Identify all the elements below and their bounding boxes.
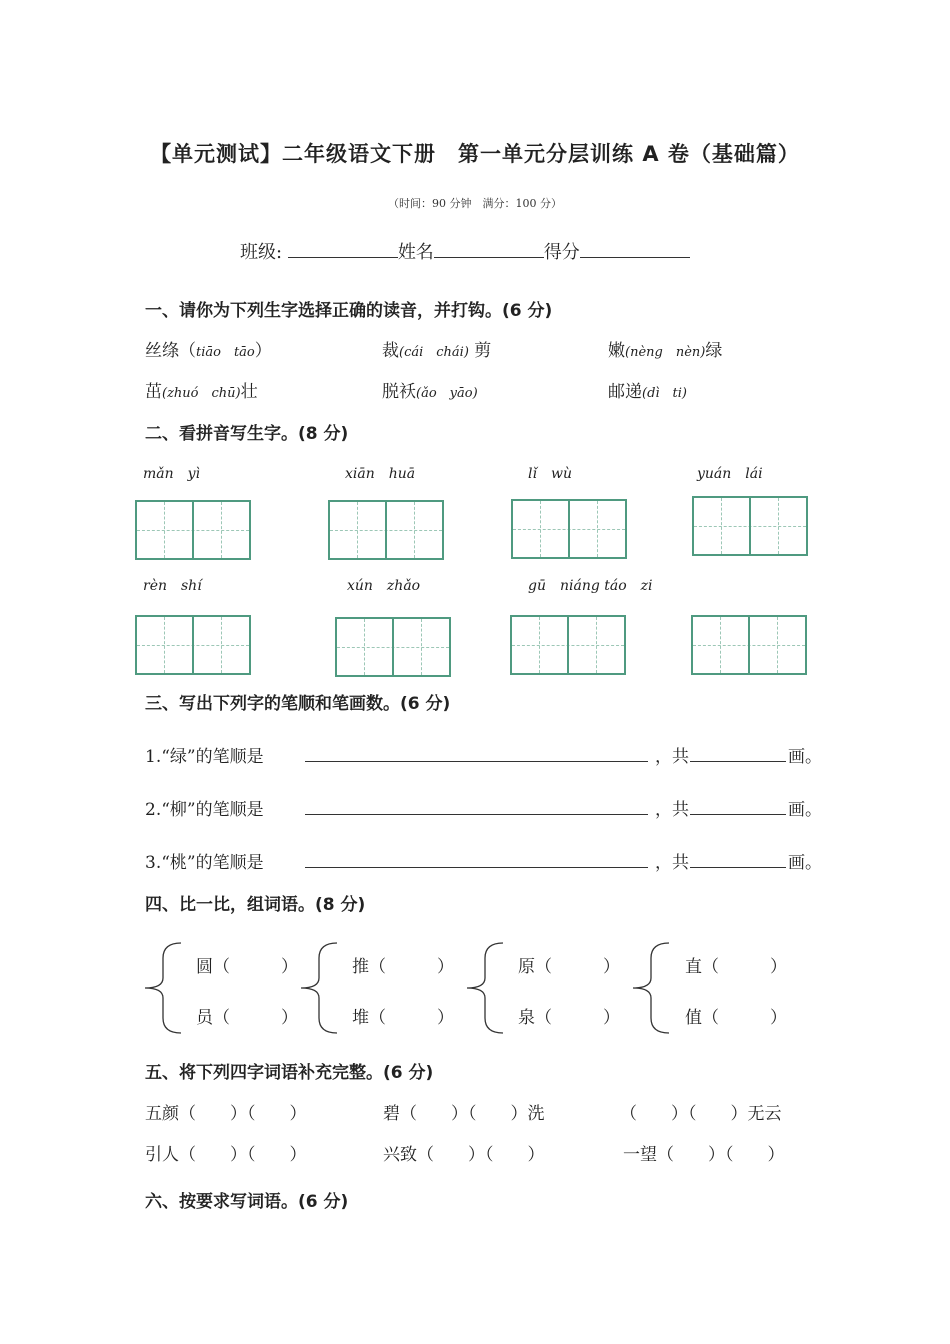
stroke-order-prompt: 2.“柳”的笔顺是	[145, 800, 264, 820]
stroke-unit: 画。	[788, 747, 822, 767]
compare-word: 圆（ ）	[196, 957, 298, 977]
idiom-item: 兴致（ ）（ ）	[383, 1145, 545, 1165]
section-3-heading: 三、写出下列字的笔顺和笔画数。(6 分)	[145, 694, 451, 714]
compare-word: 原（ ）	[518, 957, 620, 977]
section-2-heading: 二、看拼音写生字。(8 分)	[145, 424, 349, 444]
s1-item: 脱袄(ǎo yāo)	[382, 382, 478, 402]
name-blank[interactable]	[434, 243, 544, 258]
s1-item: 丝绦（tiāo tāo）	[145, 341, 272, 361]
idiom-item: 引人（ ）（ ）	[145, 1145, 307, 1165]
brace-icon	[465, 940, 505, 1036]
compare-word: 直（ ）	[685, 957, 787, 977]
writing-grid[interactable]	[135, 615, 251, 675]
exam-time-score: （时间：90 分钟 满分：100 分）	[388, 197, 562, 210]
stroke-count-blank[interactable]	[690, 867, 786, 868]
section-6-heading: 六、按要求写词语。(6 分)	[145, 1192, 349, 1212]
student-info	[240, 238, 690, 264]
stroke-unit: 画。	[788, 853, 822, 873]
idiom-item: 五颜（ ）（ ）	[145, 1104, 307, 1124]
pinyin-label: mǎn yì	[143, 466, 201, 482]
pinyin-label: xiān huā	[345, 466, 416, 482]
compare-word: 堆（ ）	[352, 1008, 454, 1028]
stroke-order-blank[interactable]	[305, 814, 648, 815]
s1-item: 裁(cái chái) 剪	[382, 341, 492, 361]
pinyin-label: yuán lái	[697, 466, 763, 482]
compare-word: 值（ ）	[685, 1008, 787, 1028]
s1-item: 嫩(nèng nèn)绿	[608, 341, 723, 361]
idiom-item: （ ）（ ）无云	[620, 1104, 782, 1124]
pinyin-label: lǐ wù	[528, 466, 572, 482]
stroke-count-label: ，共	[655, 853, 689, 873]
brace-icon	[143, 940, 183, 1036]
brace-icon	[631, 940, 671, 1036]
idiom-item: 一望（ ）（ ）	[623, 1145, 785, 1165]
stroke-order-blank[interactable]	[305, 761, 648, 762]
compare-word: 推（ ）	[352, 957, 454, 977]
stroke-count-blank[interactable]	[690, 814, 786, 815]
writing-grid[interactable]	[328, 500, 444, 560]
compare-word: 泉（ ）	[518, 1008, 620, 1028]
name-label: 姓名	[397, 242, 434, 263]
writing-grid[interactable]	[510, 615, 626, 675]
class-label: 班级:	[240, 242, 283, 263]
stroke-count-blank[interactable]	[690, 761, 786, 762]
stroke-order-prompt: 1.“绿”的笔顺是	[145, 747, 264, 767]
score-blank[interactable]	[580, 243, 690, 258]
class-blank[interactable]	[288, 243, 398, 258]
writing-grid[interactable]	[135, 500, 251, 560]
stroke-order-blank[interactable]	[305, 867, 648, 868]
score-label: 得分	[543, 242, 580, 263]
section-4-heading: 四、比一比，组词语。(8 分)	[145, 895, 366, 915]
idiom-item: 碧（ ）（ ）洗	[383, 1104, 545, 1124]
pinyin-label: gū niáng táo zi	[528, 578, 653, 594]
stroke-unit: 画。	[788, 800, 822, 820]
s1-item: 茁(zhuó chū)壮	[145, 382, 258, 402]
writing-grid[interactable]	[691, 615, 807, 675]
pinyin-label: xún zhǎo	[347, 578, 421, 594]
brace-icon	[299, 940, 339, 1036]
stroke-count-label: ，共	[655, 747, 689, 767]
pinyin-label: rèn shí	[143, 578, 202, 594]
writing-grid[interactable]	[511, 499, 627, 559]
stroke-order-prompt: 3.“桃”的笔顺是	[145, 853, 264, 873]
section-1-heading: 一、请你为下列生字选择正确的读音，并打钩。(6 分)	[145, 301, 553, 321]
section-5-heading: 五、将下列四字词语补充完整。(6 分)	[145, 1063, 434, 1083]
compare-word: 员（ ）	[196, 1008, 298, 1028]
s1-item: 邮递(dì ti)	[608, 382, 688, 402]
page-title: 【单元测试】二年级语文下册 第一单元分层训练 A 卷（基础篇）	[150, 142, 800, 166]
writing-grid[interactable]	[692, 496, 808, 556]
writing-grid[interactable]	[335, 617, 451, 677]
stroke-count-label: ，共	[655, 800, 689, 820]
